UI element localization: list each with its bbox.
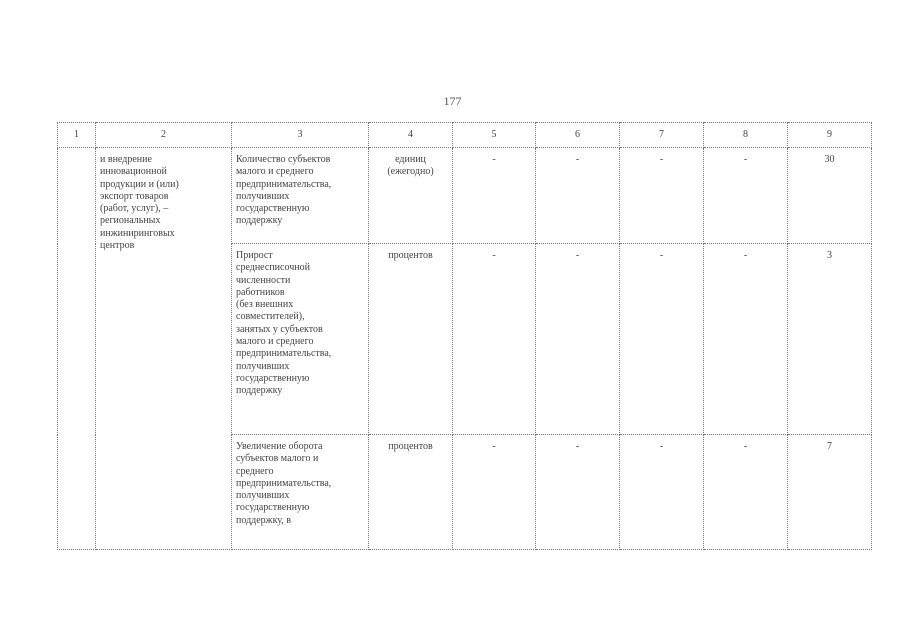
value-text: 30 <box>824 154 835 165</box>
value-text: - <box>743 250 748 261</box>
value-cell <box>536 435 620 550</box>
table-row <box>58 148 872 244</box>
column-header: 2 <box>96 123 232 148</box>
table-header-row <box>58 123 872 148</box>
value-cell <box>704 244 788 435</box>
column-header: 5 <box>453 123 536 148</box>
unit-text: процентов <box>388 441 433 452</box>
column-header: 3 <box>232 123 369 148</box>
value-text: - <box>492 441 496 452</box>
value-text: - <box>659 441 664 452</box>
event-name-cell <box>96 148 232 550</box>
value-cell <box>536 148 620 244</box>
value-cell <box>453 244 536 435</box>
column-header: 1 <box>58 123 96 148</box>
indicator-text: Прирост среднесписочной численности работников (без внешних совместителей), занятых у субъектов малого и среднего предпринимательства, получивших государственную поддержку <box>236 250 332 397</box>
value-cell <box>788 244 872 435</box>
row-number-text <box>58 148 95 156</box>
event-name-text: и внедрение инновационной продукции и (или) экспорт товаров (работ, услуг), – региональных инжиниринговых центров <box>100 154 179 252</box>
row-number-cell <box>58 148 96 550</box>
column-header: 8 <box>704 123 788 148</box>
value-text: - <box>743 441 748 452</box>
value-text: - <box>575 250 580 261</box>
unit-cell <box>369 435 453 550</box>
value-text: - <box>575 441 580 452</box>
value-text: - <box>659 154 664 165</box>
indicator-cell <box>232 435 369 550</box>
value-cell <box>536 244 620 435</box>
unit-text: единиц (ежегодно) <box>387 154 434 178</box>
unit-text: процентов <box>388 250 433 261</box>
value-cell <box>453 435 536 550</box>
value-cell <box>620 244 704 435</box>
value-cell <box>704 148 788 244</box>
unit-cell <box>369 244 453 435</box>
value-text: 7 <box>827 441 832 452</box>
value-text: - <box>659 250 664 261</box>
value-cell <box>620 435 704 550</box>
value-text: - <box>743 154 748 165</box>
column-header: 4 <box>369 123 453 148</box>
indicator-text: Увеличение оборота субъектов малого и среднего предпринимательства, получивших государственную поддержку, в <box>236 441 332 526</box>
value-text: - <box>575 154 580 165</box>
indicator-cell <box>232 148 369 244</box>
value-cell <box>453 148 536 244</box>
column-header: 6 <box>536 123 620 148</box>
indicator-text: Количество субъектов малого и среднего предпринимательства, получивших государственную поддержку <box>236 154 332 227</box>
value-cell <box>704 435 788 550</box>
value-cell <box>788 148 872 244</box>
column-header: 9 <box>788 123 872 148</box>
value-cell <box>788 435 872 550</box>
indicator-cell <box>232 244 369 435</box>
unit-cell <box>369 148 453 244</box>
column-header: 7 <box>620 123 704 148</box>
value-text: 3 <box>827 250 832 261</box>
value-text: - <box>492 154 496 165</box>
value-cell <box>620 148 704 244</box>
value-text: - <box>492 250 496 261</box>
indicator-table <box>57 122 872 550</box>
page-number: 177 <box>443 94 462 108</box>
